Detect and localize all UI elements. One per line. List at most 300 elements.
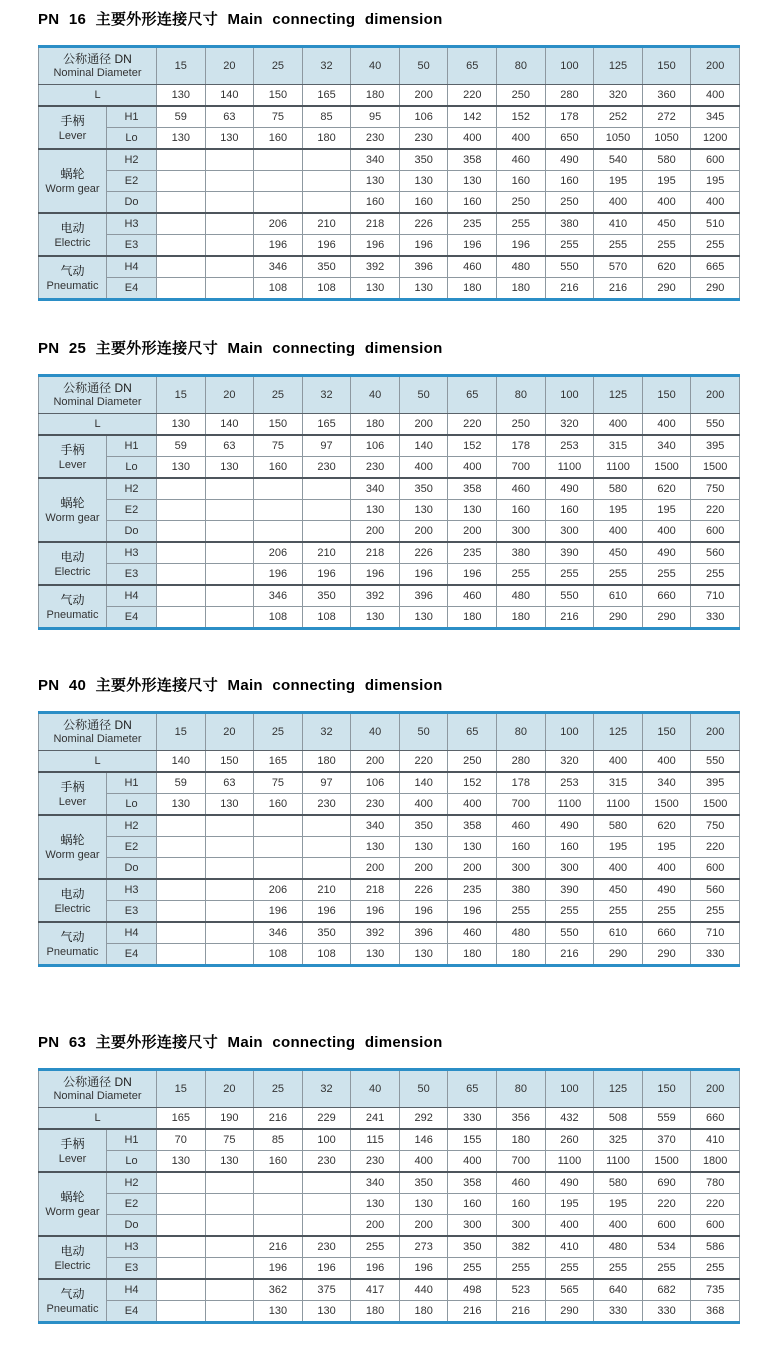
value-cell: 620 bbox=[642, 815, 691, 837]
value-cell: 280 bbox=[497, 751, 546, 773]
value-cell bbox=[157, 1172, 206, 1194]
data-row bbox=[39, 149, 740, 171]
value-cell: 75 bbox=[205, 1129, 254, 1151]
group-label-cell bbox=[39, 256, 107, 300]
value-cell: 180 bbox=[302, 128, 351, 150]
value-cell: 260 bbox=[545, 1129, 594, 1151]
value-cell: 196 bbox=[497, 235, 546, 257]
value-cell: 196 bbox=[351, 564, 400, 586]
value-cell: 660 bbox=[691, 1108, 740, 1130]
param-label-cell: Do bbox=[107, 858, 157, 880]
value-cell bbox=[205, 149, 254, 171]
param-label-cell: Do bbox=[107, 192, 157, 214]
header-row bbox=[39, 47, 740, 85]
value-cell bbox=[157, 815, 206, 837]
param-label-cell: E2 bbox=[107, 171, 157, 192]
value-cell: 400 bbox=[545, 1215, 594, 1237]
section-pn40 bbox=[38, 674, 740, 967]
data-row bbox=[39, 500, 740, 521]
value-cell: 320 bbox=[594, 85, 643, 107]
value-cell bbox=[157, 607, 206, 629]
dn-header-cell: 80 bbox=[497, 47, 546, 85]
value-cell: 490 bbox=[545, 149, 594, 171]
data-row bbox=[39, 235, 740, 257]
value-cell: 226 bbox=[399, 213, 448, 235]
group-label-cell bbox=[39, 1172, 107, 1236]
table-body bbox=[39, 414, 740, 629]
table-body bbox=[39, 85, 740, 300]
value-cell: 400 bbox=[642, 858, 691, 880]
dn-header-cell: 32 bbox=[302, 1070, 351, 1108]
value-cell bbox=[157, 256, 206, 278]
tables-container bbox=[0, 8, 778, 1324]
value-cell: 1100 bbox=[594, 1151, 643, 1173]
l-row bbox=[39, 414, 740, 436]
dn-header-cell: 25 bbox=[254, 1070, 303, 1108]
value-cell: 356 bbox=[497, 1108, 546, 1130]
value-cell: 150 bbox=[254, 85, 303, 107]
value-cell: 460 bbox=[497, 149, 546, 171]
group-label-zh: 气动 bbox=[60, 263, 85, 278]
dn-header-cell: 20 bbox=[205, 47, 254, 85]
dn-header-cell: 50 bbox=[399, 713, 448, 751]
value-cell bbox=[157, 1215, 206, 1237]
param-label-cell: E4 bbox=[107, 278, 157, 300]
param-label-cell: H2 bbox=[107, 149, 157, 171]
value-cell: 350 bbox=[448, 1236, 497, 1258]
value-cell bbox=[157, 901, 206, 923]
param-label-cell: E4 bbox=[107, 607, 157, 629]
value-cell bbox=[157, 564, 206, 586]
value-cell: 200 bbox=[399, 1215, 448, 1237]
dn-header-cell: 25 bbox=[254, 376, 303, 414]
value-cell: 160 bbox=[497, 500, 546, 521]
value-cell: 63 bbox=[205, 772, 254, 794]
value-cell: 400 bbox=[594, 192, 643, 214]
value-cell: 1100 bbox=[594, 794, 643, 816]
dn-header-cell: 15 bbox=[157, 713, 206, 751]
value-cell: 196 bbox=[302, 235, 351, 257]
group-label-zh: 气动 bbox=[60, 592, 85, 607]
value-cell: 340 bbox=[351, 478, 400, 500]
param-label-cell: Lo bbox=[107, 457, 157, 479]
value-cell: 106 bbox=[351, 772, 400, 794]
value-cell: 253 bbox=[545, 772, 594, 794]
value-cell: 196 bbox=[399, 564, 448, 586]
value-cell: 315 bbox=[594, 772, 643, 794]
value-cell: 196 bbox=[254, 235, 303, 257]
value-cell: 140 bbox=[399, 435, 448, 457]
value-cell: 330 bbox=[691, 944, 740, 966]
corner-label-zh: 公称通径 DN bbox=[63, 1075, 132, 1089]
value-cell: 700 bbox=[497, 794, 546, 816]
dimension-table-pn25 bbox=[38, 374, 740, 630]
data-row bbox=[39, 192, 740, 214]
value-cell: 440 bbox=[399, 1279, 448, 1301]
value-cell: 75 bbox=[254, 106, 303, 128]
group-label-en: Worm gear bbox=[45, 1206, 100, 1218]
value-cell: 130 bbox=[351, 837, 400, 858]
group-label-en: Electric bbox=[54, 902, 91, 915]
value-cell: 350 bbox=[302, 256, 351, 278]
value-cell: 600 bbox=[691, 149, 740, 171]
value-cell: 210 bbox=[302, 213, 351, 235]
value-cell: 250 bbox=[497, 414, 546, 436]
value-cell bbox=[205, 1236, 254, 1258]
value-cell: 180 bbox=[497, 278, 546, 300]
group-label-zh: 蜗轮 bbox=[60, 1190, 85, 1204]
param-label-cell: H3 bbox=[107, 1236, 157, 1258]
value-cell: 195 bbox=[642, 171, 691, 192]
value-cell: 368 bbox=[691, 1301, 740, 1323]
group-label-en: Electric bbox=[54, 565, 91, 578]
value-cell: 400 bbox=[594, 1215, 643, 1237]
corner-cell bbox=[39, 713, 157, 751]
value-cell: 180 bbox=[448, 278, 497, 300]
value-cell: 750 bbox=[691, 815, 740, 837]
value-cell: 400 bbox=[642, 751, 691, 773]
value-cell bbox=[205, 542, 254, 564]
group-label-zh: 蜗轮 bbox=[60, 167, 85, 181]
value-cell bbox=[157, 478, 206, 500]
param-label-cell: Lo bbox=[107, 128, 157, 150]
value-cell bbox=[254, 478, 303, 500]
value-cell: 160 bbox=[351, 192, 400, 214]
value-cell: 230 bbox=[302, 794, 351, 816]
dn-header-cell: 150 bbox=[642, 713, 691, 751]
value-cell: 750 bbox=[691, 478, 740, 500]
value-cell: 130 bbox=[399, 500, 448, 521]
param-label-cell: E2 bbox=[107, 837, 157, 858]
value-cell: 220 bbox=[691, 500, 740, 521]
param-label-cell: E3 bbox=[107, 564, 157, 586]
value-cell: 560 bbox=[691, 879, 740, 901]
data-row bbox=[39, 435, 740, 457]
value-cell: 220 bbox=[642, 1194, 691, 1215]
value-cell: 165 bbox=[302, 414, 351, 436]
dn-header-cell: 200 bbox=[691, 47, 740, 85]
value-cell: 178 bbox=[545, 106, 594, 128]
value-cell: 226 bbox=[399, 542, 448, 564]
value-cell: 290 bbox=[642, 278, 691, 300]
dn-header-cell: 80 bbox=[497, 376, 546, 414]
value-cell: 230 bbox=[351, 457, 400, 479]
value-cell: 255 bbox=[691, 1258, 740, 1280]
group-label-cell bbox=[39, 772, 107, 815]
data-row bbox=[39, 457, 740, 479]
value-cell bbox=[157, 1279, 206, 1301]
dn-header-cell: 40 bbox=[351, 47, 400, 85]
value-cell: 1500 bbox=[691, 457, 740, 479]
corner-label-en: Nominal Diameter bbox=[53, 733, 142, 745]
value-cell: 523 bbox=[497, 1279, 546, 1301]
group-label-zh: 电动 bbox=[60, 220, 85, 235]
l-label-cell: L bbox=[39, 414, 157, 436]
data-row bbox=[39, 901, 740, 923]
param-label-cell: H4 bbox=[107, 585, 157, 607]
value-cell: 255 bbox=[594, 901, 643, 923]
value-cell: 95 bbox=[351, 106, 400, 128]
value-cell: 255 bbox=[642, 564, 691, 586]
value-cell: 600 bbox=[691, 1215, 740, 1237]
value-cell: 330 bbox=[642, 1301, 691, 1323]
dn-header-cell: 32 bbox=[302, 376, 351, 414]
group-label-zh: 蜗轮 bbox=[60, 833, 85, 847]
group-label-zh: 电动 bbox=[60, 886, 85, 901]
value-cell: 160 bbox=[545, 837, 594, 858]
value-cell bbox=[254, 521, 303, 543]
param-label-cell: Do bbox=[107, 1215, 157, 1237]
value-cell: 358 bbox=[448, 1172, 497, 1194]
value-cell: 380 bbox=[545, 213, 594, 235]
group-label-en: Worm gear bbox=[45, 849, 100, 861]
value-cell: 358 bbox=[448, 815, 497, 837]
group-label-en: Lever bbox=[58, 795, 87, 808]
value-cell: 196 bbox=[448, 901, 497, 923]
value-cell: 565 bbox=[545, 1279, 594, 1301]
group-label-zh: 气动 bbox=[60, 1286, 85, 1301]
value-cell: 216 bbox=[545, 278, 594, 300]
param-label-cell: H4 bbox=[107, 256, 157, 278]
value-cell: 196 bbox=[351, 1258, 400, 1280]
group-label-en: Lever bbox=[58, 1152, 87, 1165]
value-cell: 660 bbox=[642, 585, 691, 607]
value-cell: 106 bbox=[399, 106, 448, 128]
value-cell bbox=[157, 521, 206, 543]
group-label-cell bbox=[39, 1129, 107, 1172]
data-row bbox=[39, 171, 740, 192]
value-cell: 255 bbox=[545, 1258, 594, 1280]
value-cell: 200 bbox=[399, 858, 448, 880]
value-cell: 150 bbox=[254, 414, 303, 436]
group-label-zh: 蜗轮 bbox=[60, 496, 85, 510]
value-cell bbox=[205, 213, 254, 235]
group-label-en: Pneumatic bbox=[46, 608, 99, 621]
dn-header-cell: 100 bbox=[545, 713, 594, 751]
value-cell: 550 bbox=[545, 585, 594, 607]
value-cell: 490 bbox=[545, 1172, 594, 1194]
value-cell: 140 bbox=[205, 414, 254, 436]
dn-header-cell: 65 bbox=[448, 376, 497, 414]
value-cell: 250 bbox=[448, 751, 497, 773]
value-cell bbox=[205, 879, 254, 901]
value-cell: 200 bbox=[399, 414, 448, 436]
value-cell: 390 bbox=[545, 879, 594, 901]
dn-header-cell: 20 bbox=[205, 1070, 254, 1108]
dn-header-cell: 50 bbox=[399, 376, 448, 414]
value-cell: 235 bbox=[448, 879, 497, 901]
param-label-cell: E2 bbox=[107, 1194, 157, 1215]
param-label-cell: H1 bbox=[107, 772, 157, 794]
param-label-cell: E3 bbox=[107, 901, 157, 923]
value-cell: 340 bbox=[351, 149, 400, 171]
group-label-zh: 电动 bbox=[60, 549, 85, 564]
value-cell: 710 bbox=[691, 922, 740, 944]
value-cell: 160 bbox=[448, 1194, 497, 1215]
value-cell: 290 bbox=[642, 944, 691, 966]
value-cell: 252 bbox=[594, 106, 643, 128]
value-cell: 362 bbox=[254, 1279, 303, 1301]
value-cell: 130 bbox=[351, 500, 400, 521]
value-cell bbox=[205, 944, 254, 966]
value-cell bbox=[302, 858, 351, 880]
value-cell: 200 bbox=[448, 858, 497, 880]
table-header bbox=[39, 47, 740, 85]
value-cell: 255 bbox=[642, 235, 691, 257]
corner-label-zh: 公称通径 DN bbox=[63, 52, 132, 66]
value-cell: 196 bbox=[254, 901, 303, 923]
group-label-cell bbox=[39, 106, 107, 149]
group-label-en: Worm gear bbox=[45, 183, 100, 195]
dn-header-cell: 200 bbox=[691, 713, 740, 751]
value-cell bbox=[205, 235, 254, 257]
value-cell: 400 bbox=[691, 192, 740, 214]
dn-header-cell: 32 bbox=[302, 713, 351, 751]
dn-header-cell: 40 bbox=[351, 1070, 400, 1108]
param-label-cell: E4 bbox=[107, 1301, 157, 1323]
header-row bbox=[39, 376, 740, 414]
data-row bbox=[39, 564, 740, 586]
data-row bbox=[39, 1172, 740, 1194]
value-cell bbox=[205, 500, 254, 521]
value-cell: 130 bbox=[205, 794, 254, 816]
value-cell: 682 bbox=[642, 1279, 691, 1301]
value-cell: 273 bbox=[399, 1236, 448, 1258]
value-cell bbox=[205, 901, 254, 923]
data-row bbox=[39, 944, 740, 966]
value-cell: 358 bbox=[448, 478, 497, 500]
value-cell: 150 bbox=[205, 751, 254, 773]
value-cell: 255 bbox=[497, 1258, 546, 1280]
value-cell: 1500 bbox=[642, 794, 691, 816]
value-cell bbox=[205, 521, 254, 543]
value-cell: 85 bbox=[302, 106, 351, 128]
value-cell: 640 bbox=[594, 1279, 643, 1301]
dn-header-cell: 15 bbox=[157, 376, 206, 414]
group-label-cell bbox=[39, 478, 107, 542]
value-cell: 255 bbox=[642, 1258, 691, 1280]
value-cell: 300 bbox=[497, 521, 546, 543]
value-cell: 400 bbox=[594, 858, 643, 880]
value-cell: 340 bbox=[351, 815, 400, 837]
value-cell: 290 bbox=[594, 944, 643, 966]
value-cell: 97 bbox=[302, 772, 351, 794]
table-header bbox=[39, 376, 740, 414]
param-label-cell: H1 bbox=[107, 106, 157, 128]
value-cell: 130 bbox=[351, 944, 400, 966]
value-cell: 330 bbox=[691, 607, 740, 629]
value-cell: 178 bbox=[497, 772, 546, 794]
value-cell: 540 bbox=[594, 149, 643, 171]
value-cell: 250 bbox=[545, 192, 594, 214]
value-cell: 165 bbox=[302, 85, 351, 107]
value-cell: 255 bbox=[594, 564, 643, 586]
value-cell: 350 bbox=[399, 149, 448, 171]
value-cell: 100 bbox=[302, 1129, 351, 1151]
value-cell: 508 bbox=[594, 1108, 643, 1130]
value-cell: 350 bbox=[399, 478, 448, 500]
value-cell: 480 bbox=[594, 1236, 643, 1258]
value-cell: 216 bbox=[594, 278, 643, 300]
value-cell: 140 bbox=[157, 751, 206, 773]
value-cell: 400 bbox=[594, 414, 643, 436]
value-cell: 230 bbox=[302, 1151, 351, 1173]
value-cell bbox=[205, 585, 254, 607]
group-label-cell bbox=[39, 585, 107, 629]
value-cell: 140 bbox=[399, 772, 448, 794]
value-cell: 230 bbox=[302, 1236, 351, 1258]
value-cell: 375 bbox=[302, 1279, 351, 1301]
value-cell: 665 bbox=[691, 256, 740, 278]
value-cell: 218 bbox=[351, 879, 400, 901]
value-cell bbox=[157, 1236, 206, 1258]
value-cell: 200 bbox=[399, 521, 448, 543]
group-label-zh: 电动 bbox=[60, 1243, 85, 1258]
value-cell: 400 bbox=[448, 457, 497, 479]
data-row bbox=[39, 1236, 740, 1258]
value-cell: 235 bbox=[448, 542, 497, 564]
value-cell: 1100 bbox=[594, 457, 643, 479]
group-label-en: Lever bbox=[58, 129, 87, 142]
param-label-cell: E2 bbox=[107, 500, 157, 521]
value-cell: 130 bbox=[351, 1194, 400, 1215]
value-cell: 140 bbox=[205, 85, 254, 107]
value-cell: 358 bbox=[448, 149, 497, 171]
value-cell: 650 bbox=[545, 128, 594, 150]
value-cell: 216 bbox=[254, 1236, 303, 1258]
value-cell: 206 bbox=[254, 213, 303, 235]
value-cell bbox=[205, 858, 254, 880]
value-cell: 160 bbox=[497, 171, 546, 192]
value-cell: 395 bbox=[691, 772, 740, 794]
param-label-cell: H2 bbox=[107, 815, 157, 837]
value-cell: 155 bbox=[448, 1129, 497, 1151]
value-cell: 330 bbox=[594, 1301, 643, 1323]
value-cell: 1500 bbox=[691, 794, 740, 816]
value-cell: 63 bbox=[205, 106, 254, 128]
value-cell: 196 bbox=[399, 901, 448, 923]
value-cell: 130 bbox=[157, 128, 206, 150]
value-cell: 196 bbox=[302, 564, 351, 586]
dn-header-cell: 150 bbox=[642, 376, 691, 414]
group-label-en: Pneumatic bbox=[46, 1302, 99, 1315]
value-cell: 180 bbox=[302, 751, 351, 773]
value-cell: 196 bbox=[399, 235, 448, 257]
group-label-zh: 手柄 bbox=[60, 113, 85, 128]
value-cell: 300 bbox=[545, 858, 594, 880]
value-cell bbox=[254, 1172, 303, 1194]
corner-cell bbox=[39, 1070, 157, 1108]
value-cell: 200 bbox=[351, 858, 400, 880]
value-cell: 400 bbox=[594, 751, 643, 773]
dn-header-cell: 40 bbox=[351, 713, 400, 751]
value-cell: 63 bbox=[205, 435, 254, 457]
corner-label-en: Nominal Diameter bbox=[53, 396, 142, 408]
value-cell bbox=[205, 1172, 254, 1194]
value-cell: 165 bbox=[254, 751, 303, 773]
section-pn25 bbox=[38, 337, 740, 630]
value-cell: 195 bbox=[642, 500, 691, 521]
value-cell: 230 bbox=[351, 128, 400, 150]
value-cell: 180 bbox=[497, 607, 546, 629]
value-cell: 130 bbox=[205, 1151, 254, 1173]
corner-label-en: Nominal Diameter bbox=[53, 1090, 142, 1102]
value-cell: 160 bbox=[254, 794, 303, 816]
value-cell: 550 bbox=[691, 751, 740, 773]
group-label-en: Pneumatic bbox=[46, 945, 99, 958]
value-cell: 196 bbox=[448, 235, 497, 257]
value-cell: 130 bbox=[157, 414, 206, 436]
